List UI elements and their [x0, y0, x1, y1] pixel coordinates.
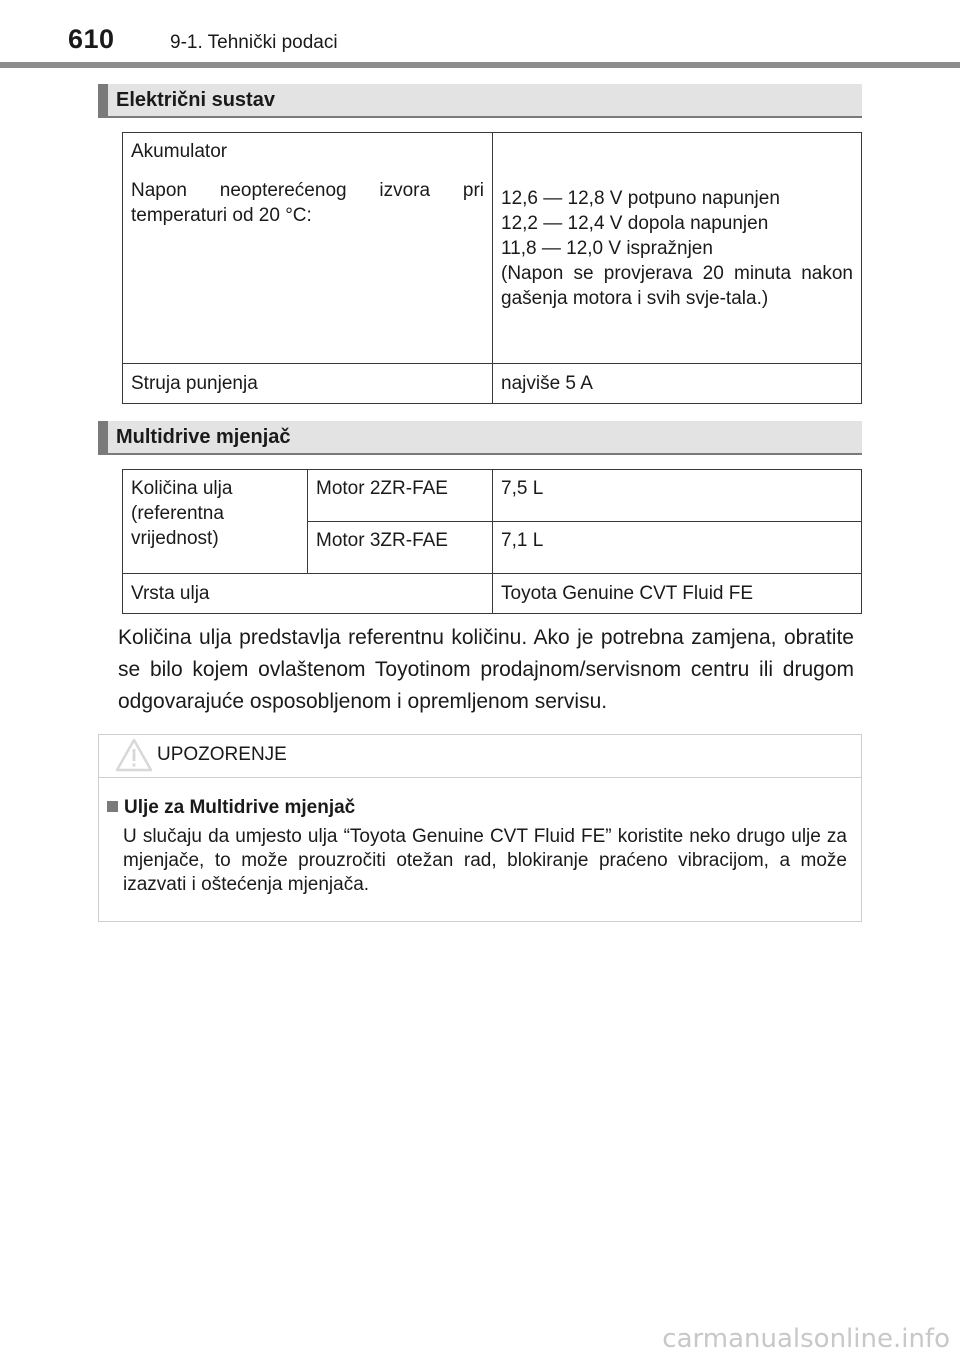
- page-number: 610: [68, 24, 115, 54]
- table-row: [123, 574, 862, 614]
- engine-name: Motor 3ZR-FAE: [308, 522, 493, 574]
- warning-triangle-icon: [115, 737, 153, 778]
- transmission-spec-table: [122, 469, 862, 614]
- charging-current-value: najviše 5 A: [493, 364, 862, 404]
- warning-header: [99, 735, 861, 778]
- watermark: carmanualsonline.info: [662, 1324, 950, 1354]
- oil-quantity-note: Količina ulja predstavlja referentnu količinu. Ako je potrebna zamjena, obratite se bilo kojem ovlaštenom Toyotinom prodajnom/servisnom centru ili drugom odgovarajuće osposobljenom i opremljenom servisu.: [118, 626, 854, 713]
- warning-item-text: U slučaju da umjesto ulja “Toyota Genuine CVT Fluid FE” koristite neko drugo ulje za mjenjače, to može prouzročiti otežan rad, blokiranje praćeno vibracijom, a može izazvati i oštećenja mjenjača.: [123, 826, 847, 895]
- electrical-spec-table: [122, 132, 862, 404]
- voltage-line: 11,8 — 12,0 V ispražnjen: [501, 237, 713, 259]
- section-heading-electrical: [98, 84, 862, 118]
- warning-item-heading: [107, 797, 355, 819]
- warning-item-title: Ulje za Multidrive mjenjač: [124, 797, 356, 818]
- table-row: [123, 364, 862, 404]
- oil-type-label: Vrsta ulja: [123, 574, 493, 614]
- voltage-label: Napon neopterećenog izvora pri temperaturi od 20 °C:: [131, 180, 484, 226]
- voltage-line: 12,6 — 12,8 V potpuno napunjen: [501, 187, 780, 209]
- engine-name: Motor 2ZR-FAE: [308, 470, 493, 522]
- chapter-title: 9-1. Tehnički podaci: [170, 32, 338, 53]
- table-row: [123, 133, 862, 364]
- section-title-transmission: Multidrive mjenjač: [116, 426, 291, 448]
- oil-type-value: Toyota Genuine CVT Fluid FE: [493, 574, 862, 614]
- warning-box: [98, 734, 862, 922]
- header-rule: [0, 62, 960, 68]
- charging-current-label: Struja punjenja: [123, 364, 493, 404]
- voltage-note: (Napon se provjerava 20 minuta nakon gašenja motora i svih svje-tala.): [501, 262, 853, 309]
- oil-quantity-value: 7,5 L: [493, 470, 862, 522]
- table-row: [123, 470, 862, 522]
- section-heading-transmission: [98, 421, 862, 455]
- section-title-electrical: Električni sustav: [116, 89, 275, 111]
- oil-quantity-label: Količina ulja (referentna vrijednost): [123, 470, 308, 574]
- warning-title: UPOZORENJE: [157, 744, 287, 765]
- battery-cell: [123, 133, 493, 364]
- oil-quantity-value: 7,1 L: [493, 522, 862, 574]
- voltage-line: 12,2 — 12,4 V dopola napunjen: [501, 212, 769, 234]
- voltage-value-cell: [493, 133, 862, 364]
- square-bullet-icon: [107, 801, 118, 812]
- battery-label: Akumulator: [131, 141, 228, 162]
